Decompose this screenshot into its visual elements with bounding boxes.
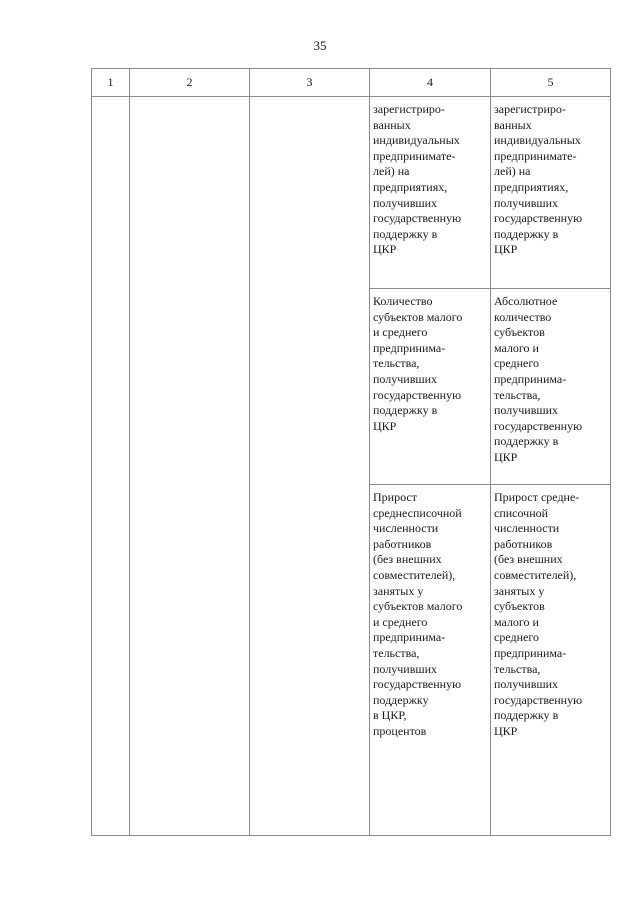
indicator-definition-cell: [491, 97, 611, 289]
indicator-name-cell: [370, 289, 491, 485]
indicator-definition-cell: [491, 289, 611, 485]
indicator-definition-text: Абсолютное количество субъектов малого и среднего предпринима- тельства, получивших государственную поддержку в ЦКР: [494, 294, 583, 464]
column-header-5: 5: [491, 69, 611, 97]
column-header-1: 1: [92, 69, 130, 97]
indicator-name-text: Количество субъектов малого и среднего предпринима- тельства, получивших государственную поддержку в ЦКР: [373, 294, 463, 433]
indicator-name-text: Прирост среднесписочной численности работников (без внешних совместителей), занятых у субъектов малого и среднего предпринима- тельства, получивших государственную поддержку в ЦКР, процентов: [373, 490, 463, 738]
column-2-cell: [130, 97, 250, 836]
column-header-2: 2: [130, 69, 250, 97]
indicator-name-text: зарегистриро- ванных индивидуальных предпринимате- лей) на предприятиях, получивших государственную поддержку в ЦКР: [373, 102, 462, 257]
indicator-definition-cell: [491, 485, 611, 836]
column-1-cell: [92, 97, 130, 836]
table-row: [92, 97, 611, 289]
indicator-name-cell: [370, 97, 491, 289]
page-number: 35: [313, 38, 327, 53]
indicator-name-cell: [370, 485, 491, 836]
column-header-3: 3: [250, 69, 370, 97]
indicator-table: [91, 68, 611, 836]
table-header: [92, 69, 611, 97]
table-header-row: [92, 69, 611, 97]
column-header-4: 4: [370, 69, 491, 97]
indicator-definition-text: Прирост средне- списочной численности работников (без внешних совместителей), занятых у субъектов малого и среднего предпринима- тельства, получивших государственную поддержку в ЦКР: [494, 490, 583, 738]
column-3-cell: [250, 97, 370, 836]
indicator-definition-text: зарегистриро- ванных индивидуальных предпринимате- лей) на предприятиях, получивших государственную поддержку в ЦКР: [494, 102, 583, 257]
table-body: [92, 97, 611, 836]
